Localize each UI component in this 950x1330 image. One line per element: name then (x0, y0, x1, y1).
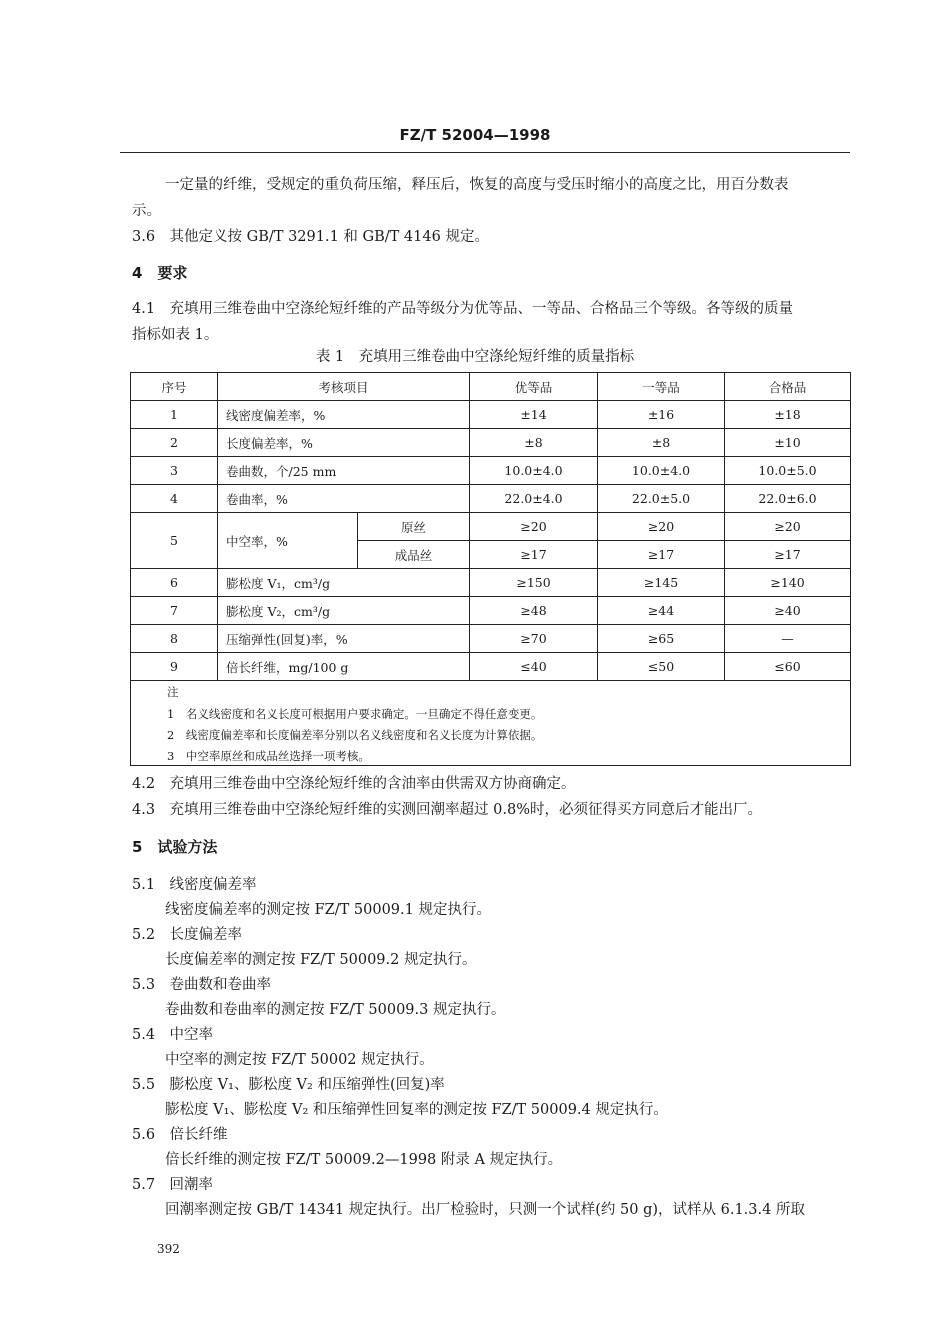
value-first: ±16 (598, 401, 725, 429)
row-item: 膨松度 V₂，cm³/g (218, 597, 470, 625)
value-qualified: ≥17 (725, 541, 851, 569)
header-cell: 优等品 (470, 373, 598, 401)
row-item: 卷曲率，% (218, 485, 470, 513)
clause-5-4-body: 中空率的测定按 FZ/T 50002 规定执行。 (165, 1052, 434, 1068)
table-row (131, 653, 851, 681)
row-subitem: 成品丝 (358, 541, 470, 569)
value-superior: ≥70 (470, 625, 598, 653)
clause-5-1-title: 5.1 线密度偏差率 (132, 877, 257, 893)
clause-4-1-line-2: 指标如表 1。 (132, 327, 219, 343)
row-number: 3 (131, 457, 218, 485)
table-row (131, 429, 851, 457)
clause-4-2: 4.2 充填用三维卷曲中空涤纶短纤维的含油率由供需双方协商确定。 (132, 776, 576, 792)
clause-5-1-body: 线密度偏差率的测定按 FZ/T 50009.1 规定执行。 (165, 902, 491, 918)
row-number: 5 (131, 513, 218, 569)
clause-5-3-title: 5.3 卷曲数和卷曲率 (132, 977, 272, 993)
clause-4-1-line-1: 4.1 充填用三维卷曲中空涤纶短纤维的产品等级分为优等品、一等品、合格品三个等级。各等级的质量 (132, 301, 794, 317)
row-number: 8 (131, 625, 218, 653)
row-number: 2 (131, 429, 218, 457)
note-3: 3 中空率原丝和成品丝选择一项考核。 (167, 749, 370, 763)
value-superior: ±8 (470, 429, 598, 457)
row-number: 6 (131, 569, 218, 597)
clause-3-6: 3.6 其他定义按 GB/T 3291.1 和 GB/T 4146 规定。 (132, 229, 489, 245)
table-row (131, 401, 851, 429)
value-superior: ≥20 (470, 513, 598, 541)
header-cell: 合格品 (725, 373, 851, 401)
page-number: 392 (157, 1242, 180, 1256)
table-header-row (131, 373, 851, 401)
row-subitem: 原丝 (358, 513, 470, 541)
value-first: 22.0±5.0 (598, 485, 725, 513)
clause-5-5-title: 5.5 膨松度 V₁、膨松度 V₂ 和压缩弹性(回复)率 (132, 1077, 445, 1093)
header-cell: 考核项目 (218, 373, 470, 401)
row-number: 1 (131, 401, 218, 429)
clause-5-6-title: 5.6 倍长纤维 (132, 1127, 228, 1143)
value-superior: ≥48 (470, 597, 598, 625)
value-first: 10.0±4.0 (598, 457, 725, 485)
note-1: 1 名义线密度和名义长度可根据用户要求确定。一旦确定不得任意变更。 (167, 707, 543, 721)
value-first: ≤50 (598, 653, 725, 681)
header-rule (120, 152, 850, 153)
row-item: 卷曲数，个/25 mm (218, 457, 470, 485)
table-row (131, 569, 851, 597)
value-first: ≥65 (598, 625, 725, 653)
row-item: 线密度偏差率，% (218, 401, 470, 429)
table-row (131, 597, 851, 625)
value-qualified: ≥20 (725, 513, 851, 541)
clause-5-2-body: 长度偏差率的测定按 FZ/T 50009.2 规定执行。 (165, 952, 477, 968)
table-notes (130, 681, 851, 766)
clause-5-7-body: 回潮率测定按 GB/T 14341 规定执行。出厂检验时，只测一个试样(约 50 g)，试样从 6.1.3.4 所取 (165, 1202, 805, 1218)
value-superior: ≥17 (470, 541, 598, 569)
table-row (131, 625, 851, 653)
clause-5-7-title: 5.7 回潮率 (132, 1177, 214, 1193)
table-caption: 表 1 充填用三维卷曲中空涤纶短纤维的质量指标 (315, 349, 635, 365)
row-number: 7 (131, 597, 218, 625)
intro-line-2: 示。 (132, 203, 161, 219)
value-first: ±8 (598, 429, 725, 457)
row-item: 膨松度 V₁，cm³/g (218, 569, 470, 597)
row-item: 倍长纤维，mg/100 g (218, 653, 470, 681)
clause-5-2-title: 5.2 长度偏差率 (132, 927, 243, 943)
value-superior: ≥150 (470, 569, 598, 597)
table-row (131, 457, 851, 485)
value-qualified: ±10 (725, 429, 851, 457)
section-5-title: 5 试验方法 (132, 838, 218, 856)
value-superior: 22.0±4.0 (470, 485, 598, 513)
value-qualified: ±18 (725, 401, 851, 429)
table-row (131, 513, 851, 541)
value-first: ≥20 (598, 513, 725, 541)
row-number: 4 (131, 485, 218, 513)
clause-4-3: 4.3 充填用三维卷曲中空涤纶短纤维的实测回潮率超过 0.8%时，必须征得买方同意后才能出厂。 (132, 802, 763, 818)
clause-5-5-body: 膨松度 V₁、膨松度 V₂ 和压缩弹性回复率的测定按 FZ/T 50009.4 规定执行。 (165, 1102, 668, 1118)
value-qualified: — (725, 625, 851, 653)
header-cell: 一等品 (598, 373, 725, 401)
clause-5-6-body: 倍长纤维的测定按 FZ/T 50009.2—1998 附录 A 规定执行。 (165, 1152, 563, 1168)
value-qualified: 22.0±6.0 (725, 485, 851, 513)
clause-5-4-title: 5.4 中空率 (132, 1027, 214, 1043)
intro-line-1: 一定量的纤维，受规定的重负荷压缩，释压后，恢复的高度与受压时缩小的高度之比，用百分数表 (165, 177, 789, 193)
value-qualified: 10.0±5.0 (725, 457, 851, 485)
value-superior: ≤40 (470, 653, 598, 681)
quality-index-table (130, 372, 851, 681)
value-qualified: ≤60 (725, 653, 851, 681)
note-2: 2 线密度偏差率和长度偏差率分别以名义线密度和名义长度为计算依据。 (167, 728, 543, 742)
row-item: 中空率，% (218, 513, 358, 569)
value-qualified: ≥140 (725, 569, 851, 597)
notes-title: 注 (167, 685, 179, 699)
row-item: 压缩弹性(回复)率，% (218, 625, 470, 653)
value-first: ≥44 (598, 597, 725, 625)
row-number: 9 (131, 653, 218, 681)
row-item: 长度偏差率，% (218, 429, 470, 457)
clause-5-3-body: 卷曲数和卷曲率的测定按 FZ/T 50009.3 规定执行。 (165, 1002, 506, 1018)
value-superior: ±14 (470, 401, 598, 429)
value-first: ≥17 (598, 541, 725, 569)
value-qualified: ≥40 (725, 597, 851, 625)
standard-header: FZ/T 52004—1998 (399, 126, 551, 144)
value-first: ≥145 (598, 569, 725, 597)
table-row (131, 485, 851, 513)
header-cell: 序号 (131, 373, 218, 401)
section-4-title: 4 要求 (132, 264, 188, 282)
value-superior: 10.0±4.0 (470, 457, 598, 485)
